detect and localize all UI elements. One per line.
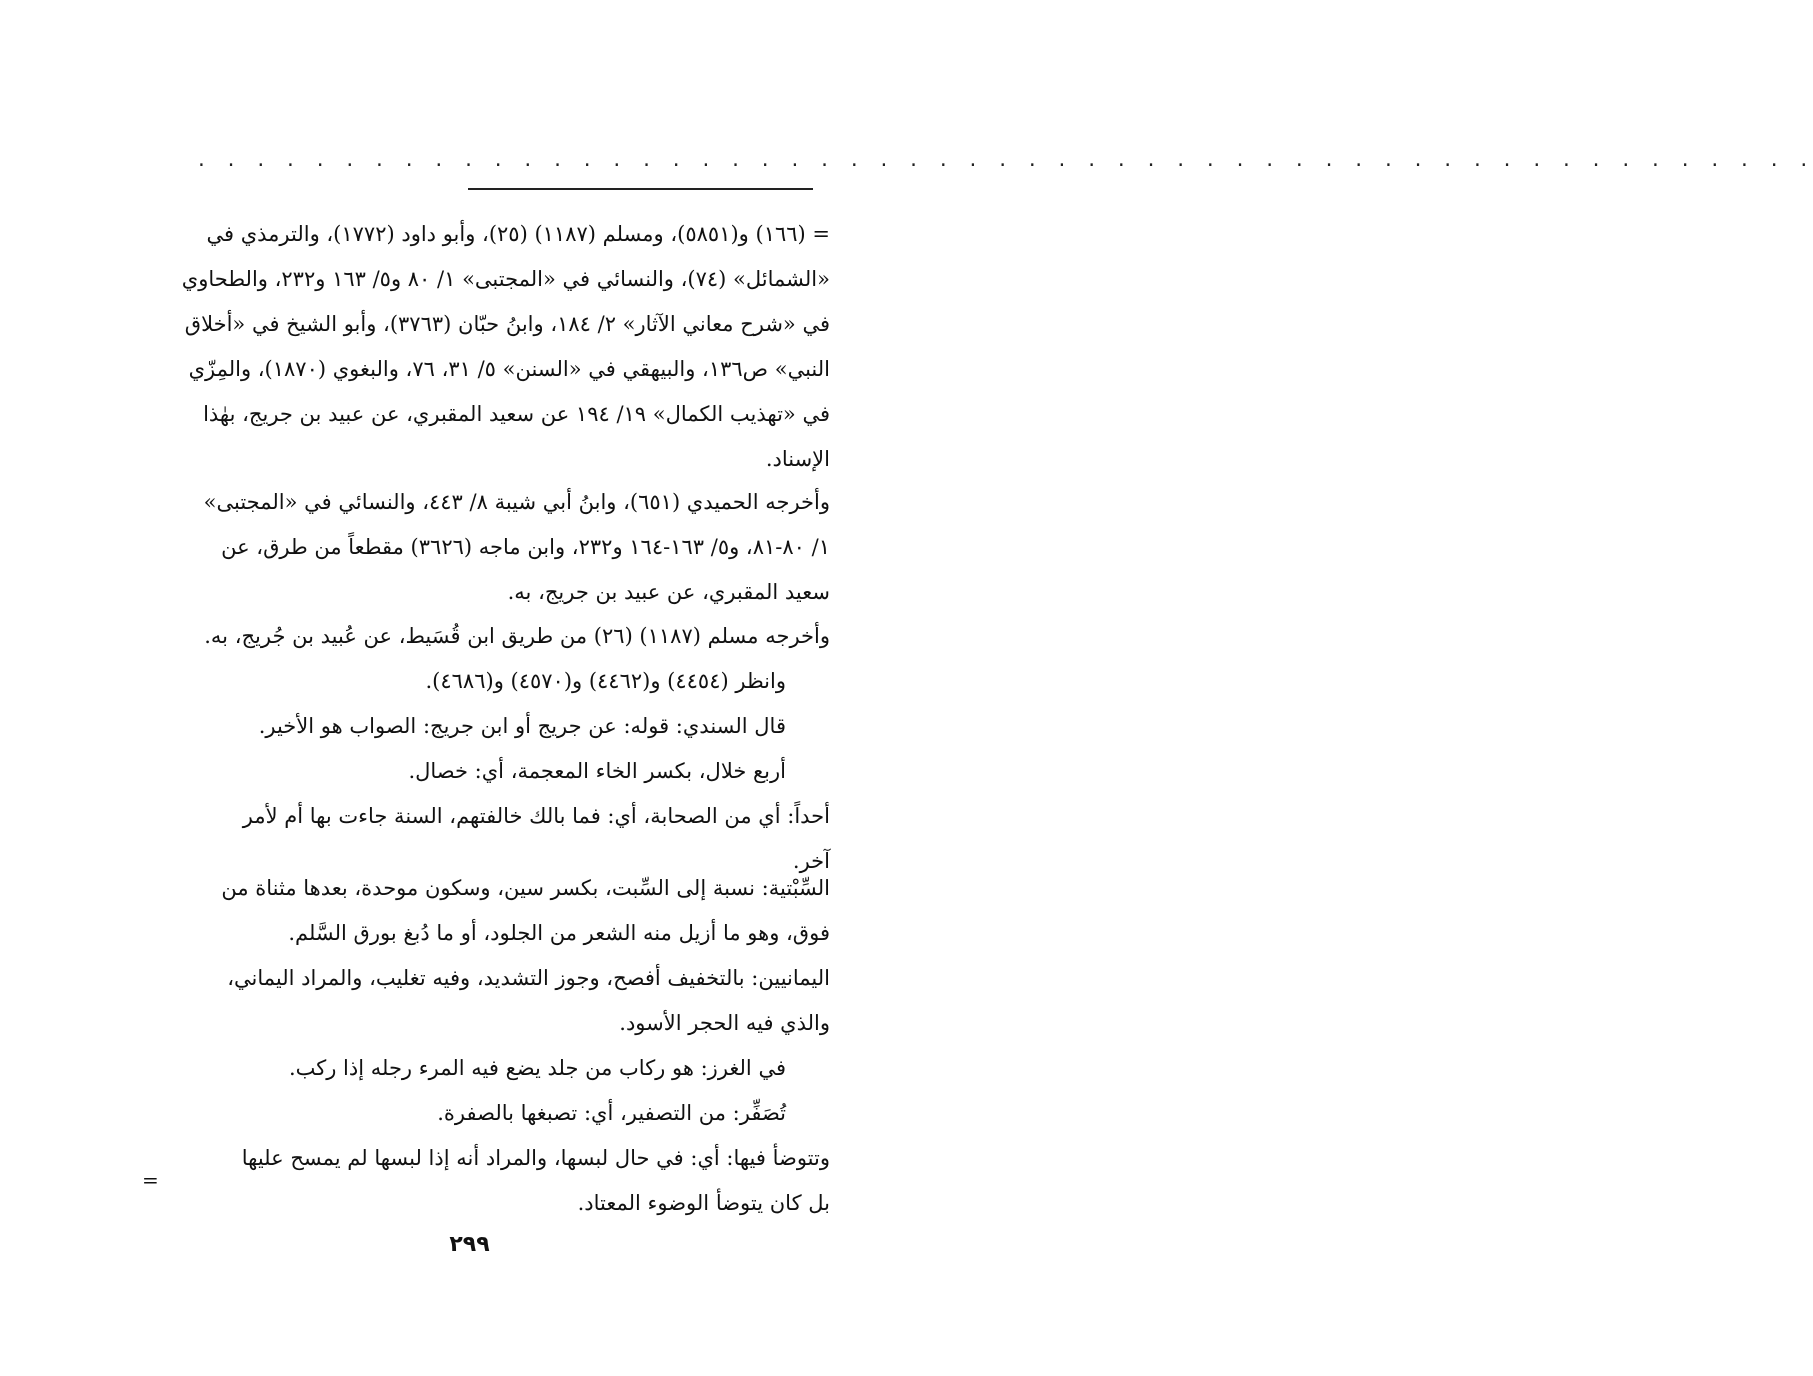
text-line: النبي» ص١٣٦، والبيهقي في «السنن» ٥/ ٣١، ٧٦، والبغوي (١٨٧٠)، والمِزّي [188,357,830,381]
text-line: «الشمائل» (٧٤)، والنسائي في «المجتبى» ١/ ٨٠ و٥/ ١٦٣ و٢٣٢، والطحاوي [181,267,830,291]
footnote-rule [468,188,813,190]
text-line: أربع خلال، بكسر الخاء المعجمة، أي: خصال. [408,759,786,783]
text-line: تُصَفِّر: من التصفير، أي: تصبغها بالصفرة. [437,1101,786,1125]
text-line: فوق، وهو ما أزيل منه الشعر من الجلود، أو ما دُبغ بورق السَّلم. [288,921,830,945]
text-line: السِّبْتية: نسبة إلى السِّبت، بكسر سين، وسكون موحدة، بعدها مثناة من [221,876,830,900]
text-line: بل كان يتوضأ الوضوء المعتاد. [577,1191,830,1215]
text-line: الإسناد. [765,447,830,471]
page-number: ٢٩٩ [449,1232,490,1257]
text-line: أحداً: أي من الصحابة، أي: فما بالك خالفتهم، السنة جاءت بها أم لأمر [242,804,830,828]
footnote-block-3 [130,614,830,884]
text-line: والذي فيه الحجر الأسود. [619,1011,830,1035]
text-line: وانظر (٤٤٥٤) و(٤٤٦٢) و(٤٥٧٠) و(٤٦٨٦). [425,669,786,693]
continuation-mark: = [142,1168,159,1192]
footnote-block-1 [130,212,830,482]
footnote-block-2 [130,480,830,615]
separator-dots: . . . . . . . . . . . . . . . . . . . . . . . . . . . . . . . . . . . . . . . . . . . . . . . . . . . . . . . [196,150,1813,171]
text-line: اليمانيين: بالتخفيف أفصح، وجوز التشديد، وفيه تغليب، والمراد اليماني، [227,966,830,990]
text-line: في «شرح معاني الآثار» ٢/ ١٨٤، وابنُ حبّان (٣٧٦٣)، وأبو الشيخ في «أخلاق [184,312,830,336]
text-line: في «تهذيب الكمال» ١٩/ ١٩٤ عن سعيد المقبري، عن عبيد بن جريج، بهٰذا [203,402,830,426]
text-line: سعيد المقبري، عن عبيد بن جريج، به. [507,580,830,604]
text-line: وأخرجه الحميدي (٦٥١)، وابنُ أبي شيبة ٨/ ٤٤٣، والنسائي في «المجتبى» [203,490,830,514]
text-line: آخر. [792,849,830,873]
text-line: = (١٦٦) و(٥٨٥١)، ومسلم (١١٨٧) (٢٥)، وأبو داود (١٧٧٢)، والترمذي في [206,222,830,246]
text-line: في الغرز: هو ركاب من جلد يضع فيه المرء رجله إذا ركب. [288,1056,786,1080]
footnote-block-4 [130,866,830,1226]
text-line: ١/ ٨٠-٨١، و٥/ ١٦٣-١٦٤ و٢٣٢، وابن ماجه (٣٦٢٦) مقطعاً من طرق، عن [221,535,830,559]
text-line: قال السندي: قوله: عن جريج أو ابن جريج: الصواب هو الأخير. [258,714,786,738]
text-line: وتتوضأ فيها: أي: في حال لبسها، والمراد أنه إذا لبسها لم يمسح عليها [241,1146,830,1170]
text-line: وأخرجه مسلم (١١٨٧) (٢٦) من طريق ابن قُسَيط، عن عُبيد بن جُريج، به. [204,624,830,648]
